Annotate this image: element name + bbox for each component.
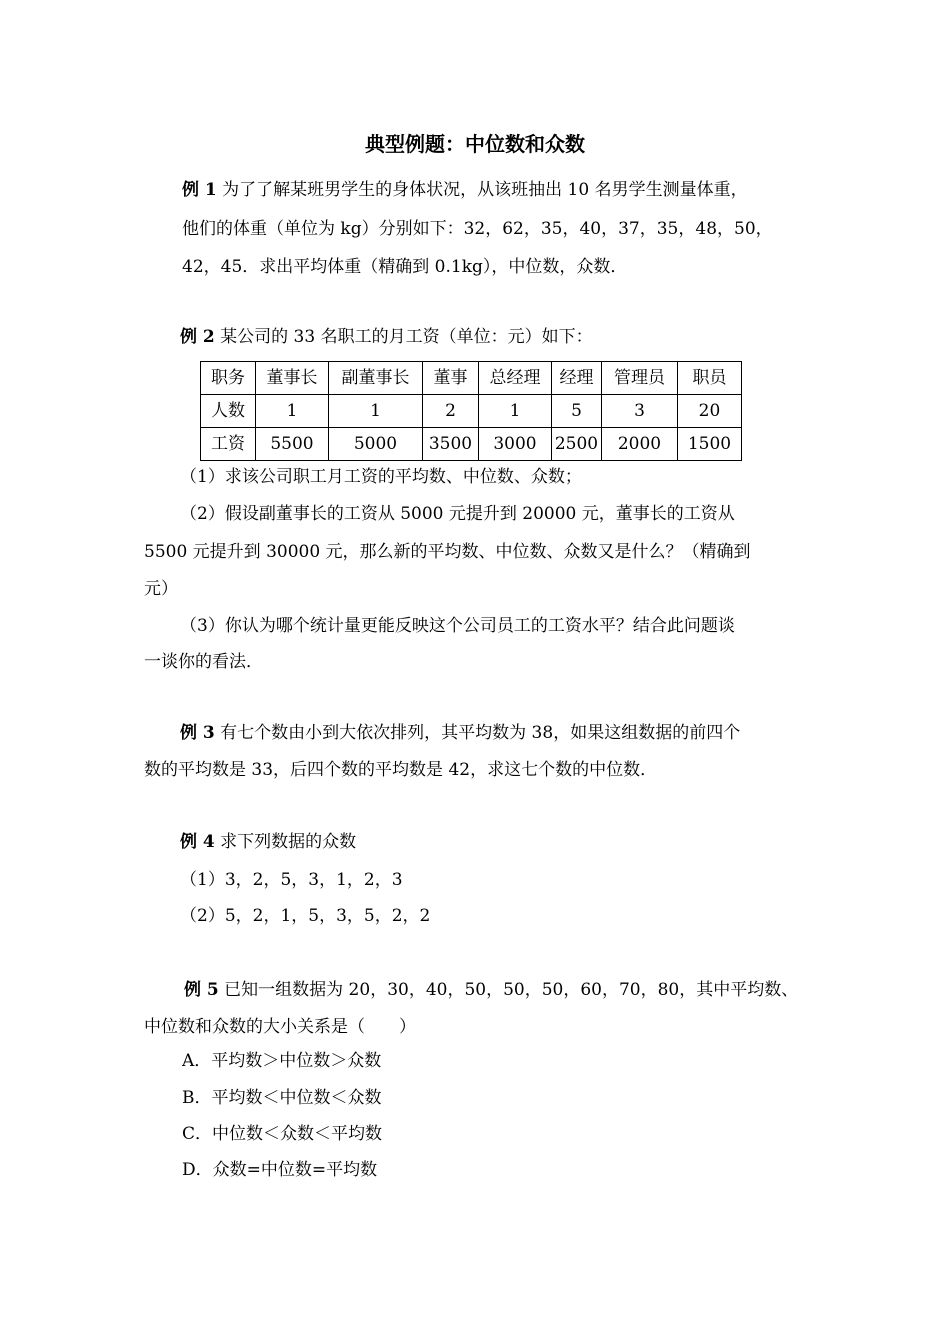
example-1-label: 例 1 (182, 180, 217, 200)
table-row (201, 395, 742, 428)
example-2-question-1: （1）求该公司职工月工资的平均数、中位数、众数； (180, 467, 582, 487)
table-cell: 总经理 (479, 362, 552, 395)
table-cell: 1 (479, 395, 552, 428)
example-1-line-1 (182, 178, 748, 202)
table-cell: 1500 (678, 428, 742, 461)
example-3-text: 有七个数由小到大依次排列，其平均数为 38，如果这组数据的前四个 (220, 723, 741, 743)
salary-table (200, 361, 742, 461)
table-cell: 3000 (479, 428, 552, 461)
example-2-question-2-cont: 5500 元提升到 30000 元，那么新的平均数、中位数、众数又是什么？（精确到 (144, 542, 751, 562)
example-3-line-2: 数的平均数是 33，后四个数的平均数是 42，求这七个数的中位数． (144, 760, 658, 780)
table-cell: 工资 (201, 428, 256, 461)
table-cell: 董事 (423, 362, 479, 395)
table-row (201, 428, 742, 461)
table-cell: 职务 (201, 362, 256, 395)
example-5-line-2: 中位数和众数的大小关系是（ ） (144, 1017, 416, 1037)
table-row (201, 362, 742, 395)
example-5-option-d: D．众数=中位数=平均数 (182, 1160, 378, 1180)
table-cell: 经理 (552, 362, 602, 395)
page-title: 典型例题：中位数和众数 (365, 132, 585, 156)
example-2-question-2-end: 元） (144, 579, 178, 599)
example-2-question-3-cont: 一谈你的看法． (144, 652, 263, 672)
table-cell: 20 (678, 395, 742, 428)
table-cell: 董事长 (256, 362, 329, 395)
table-cell: 副董事长 (329, 362, 423, 395)
table-cell: 5500 (256, 428, 329, 461)
example-2-intro-text: 某公司的 33 名职工的月工资（单位：元）如下： (220, 327, 593, 347)
example-1-text: 为了了解某班男学生的身体状况，从该班抽出 10 名男学生测量体重， (222, 180, 748, 200)
example-1-line-3: 42，45．求出平均体重（精确到 0.1kg），中位数，众数． (182, 257, 628, 277)
example-4-line-1 (180, 830, 356, 854)
example-5-label: 例 5 (184, 980, 219, 1000)
example-5-option-a: A．平均数＞中位数＞众数 (182, 1051, 382, 1071)
example-2-question-2: （2）假设副董事长的工资从 5000 元提升到 20000 元，董事长的工资从 (180, 504, 735, 524)
example-3-label: 例 3 (180, 723, 215, 743)
example-5-option-c: C．中位数＜众数＜平均数 (182, 1124, 383, 1144)
example-1-line-2: 他们的体重（单位为 kg）分别如下：32，62，35，40，37，35，48，50， (182, 219, 773, 239)
example-5-text: 已知一组数据为 20，30，40，50，50，50，60，70，80，其中平均数、 (224, 980, 799, 1000)
example-5-line-1 (184, 978, 798, 1002)
table-cell: 5 (552, 395, 602, 428)
table-cell: 2000 (602, 428, 678, 461)
example-5-option-b: B．平均数＜中位数＜众数 (182, 1088, 382, 1108)
table-cell: 5000 (329, 428, 423, 461)
table-cell: 人数 (201, 395, 256, 428)
example-4-item-2: （2）5，2，1，5，3，5，2，2 (180, 906, 431, 926)
example-2-label: 例 2 (180, 327, 215, 347)
table-cell: 2500 (552, 428, 602, 461)
table-cell: 职员 (678, 362, 742, 395)
example-2-intro (180, 325, 593, 349)
example-4-label: 例 4 (180, 832, 215, 852)
table-cell: 1 (256, 395, 329, 428)
table-cell: 1 (329, 395, 423, 428)
table-cell: 3500 (423, 428, 479, 461)
table-cell: 管理员 (602, 362, 678, 395)
example-4-text: 求下列数据的众数 (220, 832, 357, 852)
table-cell: 2 (423, 395, 479, 428)
example-4-item-1: （1）3，2，5，3，1，2，3 (180, 870, 403, 890)
example-3-line-1 (180, 721, 740, 745)
example-2-question-3: （3）你认为哪个统计量更能反映这个公司员工的工资水平？结合此问题谈 (180, 616, 735, 636)
table-cell: 3 (602, 395, 678, 428)
